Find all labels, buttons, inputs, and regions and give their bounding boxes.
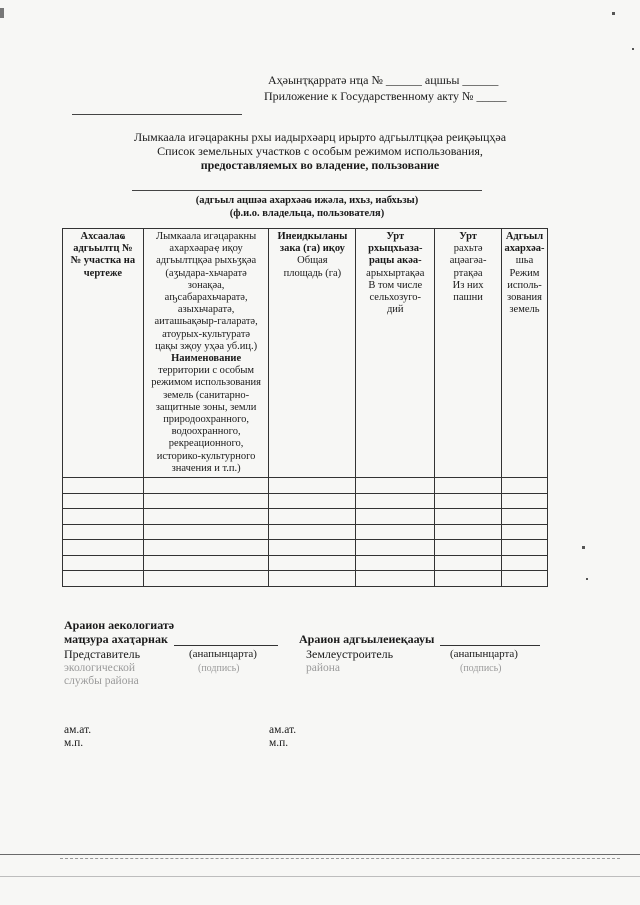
right-signature-line	[440, 645, 540, 646]
table-cell	[269, 478, 356, 494]
table-cell	[143, 493, 269, 509]
header-russian: Из них пашни	[452, 279, 484, 304]
table-cell	[435, 555, 502, 571]
header-total-area	[269, 229, 356, 478]
table-cell	[356, 478, 435, 494]
table-cell	[435, 524, 502, 540]
header-abkhaz: Урт рахьтә ацәагәа- ртақәа	[449, 231, 487, 279]
scan-speck	[582, 546, 585, 549]
left-signature-line	[174, 645, 278, 646]
table-row	[63, 509, 548, 525]
right-org-abkhaz: Араион адгьылеиеқаауы	[299, 632, 435, 646]
table-cell	[435, 478, 502, 494]
left-faint-district: службы района	[64, 675, 139, 687]
table-cell	[63, 509, 144, 525]
right-role-russian: Землеустроитель	[306, 647, 394, 661]
table-cell	[435, 540, 502, 556]
left-org-abkhaz-2: маҵзура ахаҭарнак	[64, 632, 168, 646]
table-cell	[143, 540, 269, 556]
appendix-russian: Приложение к Государственному акту № _____	[264, 89, 507, 103]
table-cell	[501, 509, 547, 525]
table-cell	[501, 478, 547, 494]
scan-mark	[632, 48, 634, 50]
table-cell	[269, 555, 356, 571]
table-cell	[63, 571, 144, 587]
table-cell	[269, 540, 356, 556]
table-row	[63, 493, 548, 509]
table-cell	[143, 478, 269, 494]
header-abkhaz: Урт рхыцхьаза- рацы акәа- арыхыртақәа	[366, 231, 425, 279]
title-abkhaz: Лымкаала игәцаракны рхы иадырхәарц ирырто адгьылтцқәа реиқәыцҳәа	[133, 130, 507, 144]
header-russian: Общая площадь (га)	[283, 255, 342, 279]
table-cell	[269, 509, 356, 525]
header-agricultural-land	[356, 229, 435, 478]
header-underline	[72, 114, 242, 115]
left-stamp-abkhaz: ам.ат.	[64, 724, 92, 736]
left-signature-caption: (анапынцарта)	[189, 648, 257, 660]
table-cell	[501, 493, 547, 509]
table-cell	[63, 478, 144, 494]
right-signature-caption: (анапынцарта)	[450, 648, 518, 660]
table-cell	[269, 571, 356, 587]
table-cell	[269, 524, 356, 540]
table-cell	[143, 555, 269, 571]
table-cell	[143, 509, 269, 525]
scan-speck	[586, 578, 588, 580]
table-cell	[435, 571, 502, 587]
header-russian: Режим исполь- зования земель	[507, 267, 542, 316]
owner-caption-abkhaz: (адгьыл ацшәа ахархәаҩ ижәла, ихьз, иабхьзы)	[195, 195, 419, 206]
table-cell	[501, 540, 547, 556]
right-faint-signature: (подпись)	[460, 663, 502, 674]
left-faint-signature: (подпись)	[198, 663, 240, 674]
left-role-russian: Представитель	[64, 647, 141, 661]
table-row	[63, 478, 548, 494]
header-abkhaz: Адгьыл ахархәа- шьа	[504, 231, 545, 267]
table-row	[63, 571, 548, 587]
header-russian: № участка на чертеже	[70, 255, 136, 279]
table-cell	[435, 509, 502, 525]
table-cell	[356, 509, 435, 525]
scan-mark	[612, 12, 615, 15]
table-cell	[435, 493, 502, 509]
title-russian-line1: Список земельных участков с особым режимом использования,	[157, 144, 483, 158]
table-cell	[269, 493, 356, 509]
table-cell	[356, 524, 435, 540]
left-faint-service: экологической	[64, 662, 136, 674]
table-row	[63, 540, 548, 556]
table-cell	[356, 493, 435, 509]
table-cell	[143, 524, 269, 540]
table-cell	[501, 524, 547, 540]
table-cell	[501, 571, 547, 587]
header-abkhaz: Лымкаала игәцаракны ахархәараҿ иқоу адгьылтцқәа рыхьӡқәа (аӡыдара-хьчаратә зонақәа, аҧсабарахьчаратә, азыхьчаратә, аиташьақәыр-галаратә, атоурых-культуратә цақы зҗоу уҳәа уб.иц.)	[154, 231, 258, 352]
right-stamp-russian: м.п.	[269, 737, 289, 749]
header-russian: Наименование территории с особым режимом использования земель (санитарно- защитные зоны, земли природоохранного, водоохранного, рекреационного, историко-культурного значения и т.п.)	[151, 353, 261, 474]
appendix-abkhaz: Аҳәынҭқарратә нҵа № ______ ацшьы ______	[268, 73, 499, 87]
header-russian: В том числе сельхозуго- дий	[368, 279, 423, 316]
table-cell	[63, 540, 144, 556]
table-cell	[63, 524, 144, 540]
table-row	[63, 524, 548, 540]
scan-edge-bottom-3	[0, 876, 640, 877]
table-row	[63, 555, 548, 571]
table-cell	[356, 540, 435, 556]
header-abkhaz: Ахсаалаҩ адгьылтц №	[73, 231, 133, 255]
header-territory-name	[143, 229, 269, 478]
right-stamp-abkhaz: ам.ат.	[269, 724, 297, 736]
table-cell	[63, 493, 144, 509]
left-org-abkhaz-1: Араион аекологиатә	[64, 618, 175, 632]
owner-caption-russian: (ф.и.о. владельца, пользователя)	[229, 208, 385, 219]
header-arable-land	[435, 229, 502, 478]
scan-edge-bottom	[0, 854, 640, 855]
header-plot-number	[63, 229, 144, 478]
scan-edge-bottom-2	[60, 858, 620, 859]
table-cell	[356, 571, 435, 587]
title-russian-line2: предоставляемых во владение, пользование	[200, 158, 440, 172]
header-usage-regime	[501, 229, 547, 478]
scan-mark	[0, 8, 4, 18]
table-cell	[356, 555, 435, 571]
land-plots-table	[62, 228, 548, 587]
table-cell	[63, 555, 144, 571]
left-stamp-russian: м.п.	[64, 737, 84, 749]
table-header-row	[63, 229, 548, 478]
table-cell	[501, 555, 547, 571]
header-abkhaz: Инеидкыланы зака (га) иқоу	[277, 231, 348, 255]
owner-name-line	[132, 190, 482, 191]
table-cell	[143, 571, 269, 587]
right-faint-district: района	[306, 662, 341, 674]
